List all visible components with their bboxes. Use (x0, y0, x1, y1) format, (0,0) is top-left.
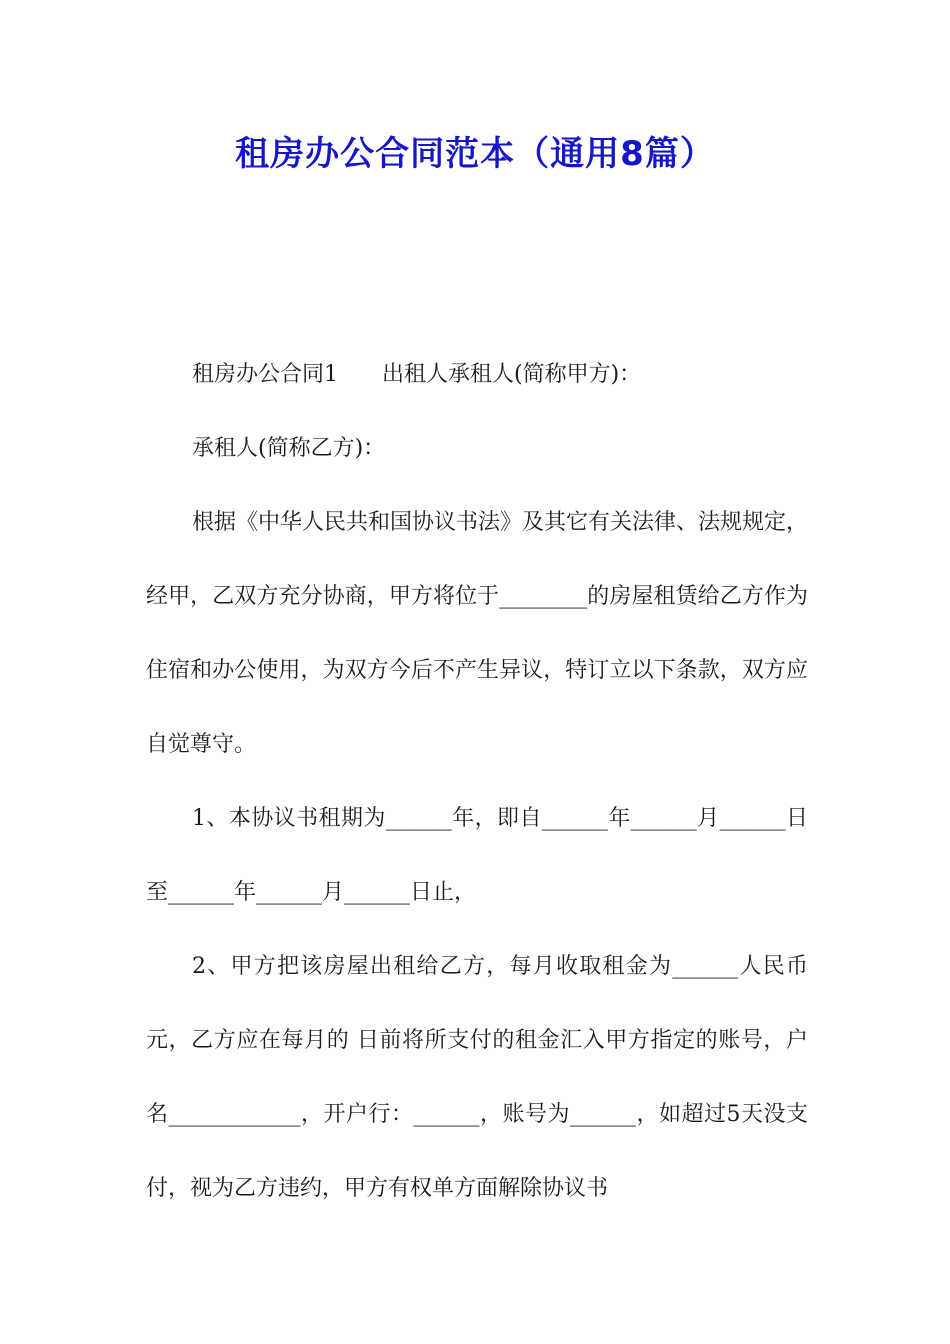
document-body (146, 338, 808, 1226)
document-title: 租房办公合同范本（通用8篇） (235, 134, 715, 174)
paragraph-clause-2: 2、甲方把该房屋出租给乙方，每月收取租金为______人民币元，乙方应在每月的 日前将所支付的租金汇入甲方指定的账号，户名____________，开户行：______，账号为______，如超过5天没支付，视为乙方违约，甲方有权单方面解除协议书 (146, 954, 808, 1201)
paragraph-lessee: 承租人(简称乙方)： (192, 436, 386, 461)
paragraph-clause-1: 1、本协议书租期为______年，即自______年______月______日至______年______月______日止， (146, 806, 808, 905)
paragraph-contract-heading: 租房办公合同1 出租人承租人(简称甲方)： (192, 362, 642, 387)
paragraph-preamble: 根据《中华人民共和国协议书法》及其它有关法律、法规规定，经甲，乙双方充分协商，甲方将位于________的房屋租赁给乙方作为住宿和办公使用，为双方今后不产生异议，特订立以下条款，双方应自觉尊守。 (146, 510, 809, 757)
